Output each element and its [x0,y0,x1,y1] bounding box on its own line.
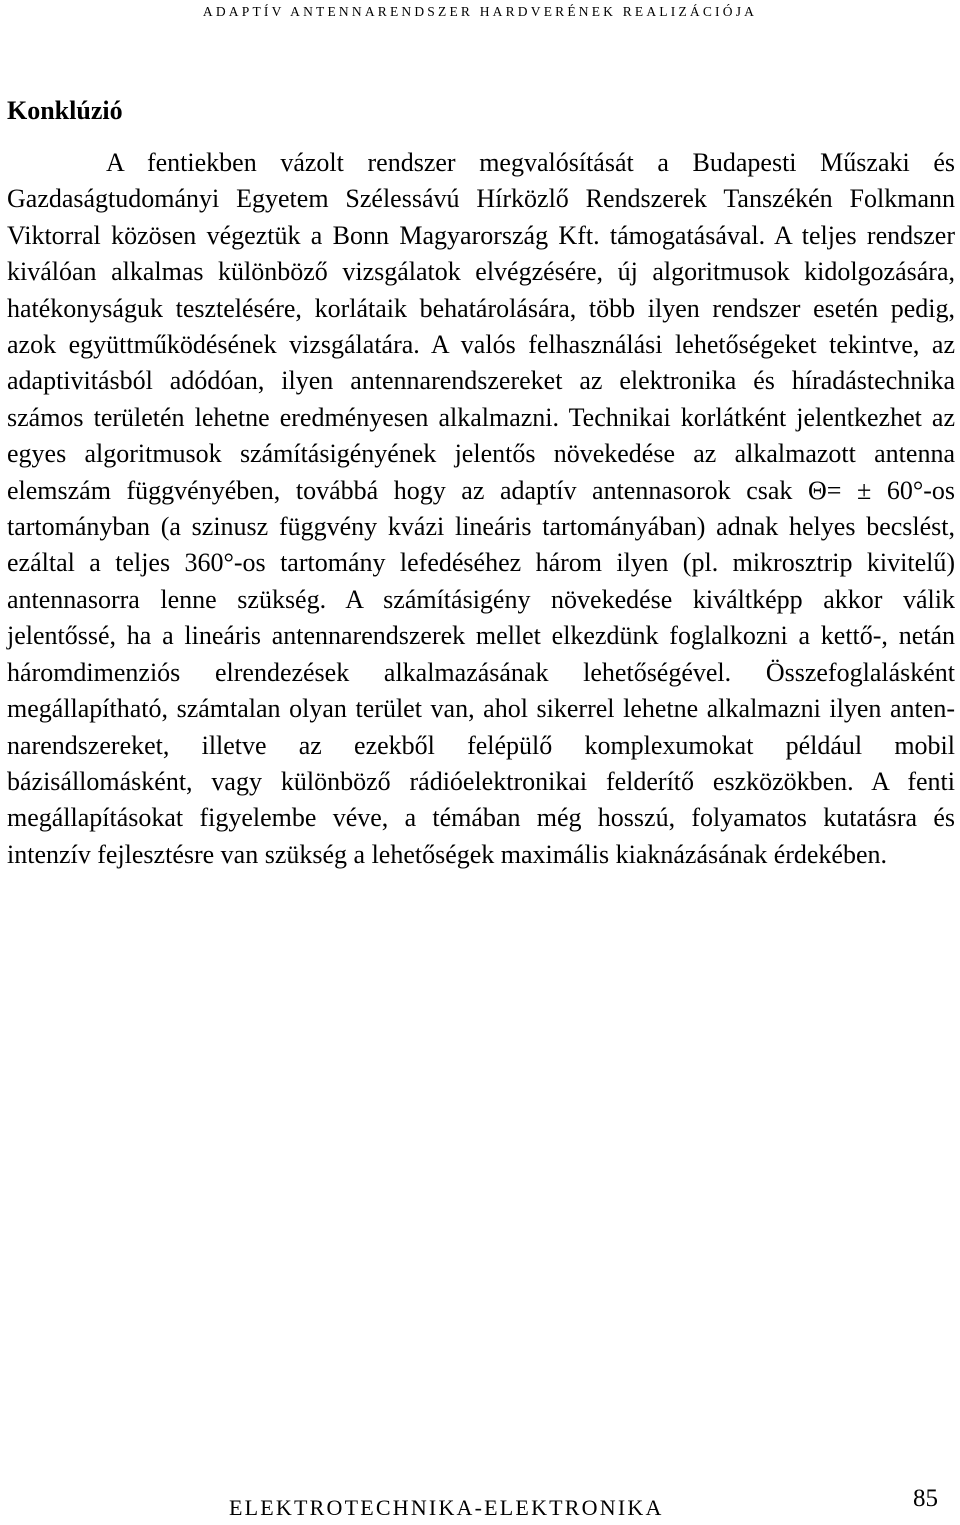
section-title: Konklúzió [7,96,123,125]
page-number: 85 [913,1485,938,1512]
running-footer: ELEKTROTECHNIKA-ELEKTRONIKA [229,1495,664,1520]
body-paragraph: A fentiekben vázolt rendszer megvalósítását a Budapesti Műszaki és Gazdaságtudományi Egyetem Szélessávú Hírközlő Rendszerek Tanszékén Folkmann Viktorral közösen végeztük a Bonn Magyarország Kft. támogatásával. A teljes rendszer kiválóan alkalmas különböző vizsgálatok elvégzésére, új algoritmusok kidolgozására, hatékonyságuk tesztelésére, korlátaik behatárolására, több ilyen rendszer esetén pedig, azok együttműködésének vizsgálatára. A valós felhasználási lehetőségeket tekintve, az adaptivitásból adódóan, ilyen antennarendszereket az elektronika és híradástechnika számos területén lehetne eredményesen alkalmazni. Technikai korlátként jelentkezhet az egyes algoritmusok számításigényének jelentős növekedése az alkalmazott antenna elemszám függvényében, továbbá hogy az adaptív antennasorok csak Θ= ± 60°-os tartományban (a szinusz függvény kvázi lineáris tartományában) adnak helyes becslést, ezáltal a teljes 360°-os tartomány lefedéséhez három ilyen (pl. mikrosztrip kivitelű) antennasorra lenne szükség. A számításigény növekedése kiváltképp akkor válik jelentőssé, ha a lineáris antennarendszerek mellet elkezdünk foglalkozni a kettő-, netán háromdimenziós elrendezések alkalmazásának lehetőségével. Összefoglalásként megállapítható, számtalan olyan terület van, ahol sikerrel lehetne alkalmazni ilyen antennarendszereket, illetve az ezekből felépülő komplexumokat például mobil bázisállomásként, vagy különböző rádióelektronikai felderítő eszközökben. A fenti megállapításokat figyelembe véve, a témában még hosszú, folyamatos kutatásra és intenzív fejlesztésre van szükség a lehetőségek maximális kiaknázásának érdekében. [7,148,955,869]
running-header: ADAPTÍV ANTENNARENDSZER HARDVERÉNEK REALIZÁCIÓJA [202,4,758,19]
